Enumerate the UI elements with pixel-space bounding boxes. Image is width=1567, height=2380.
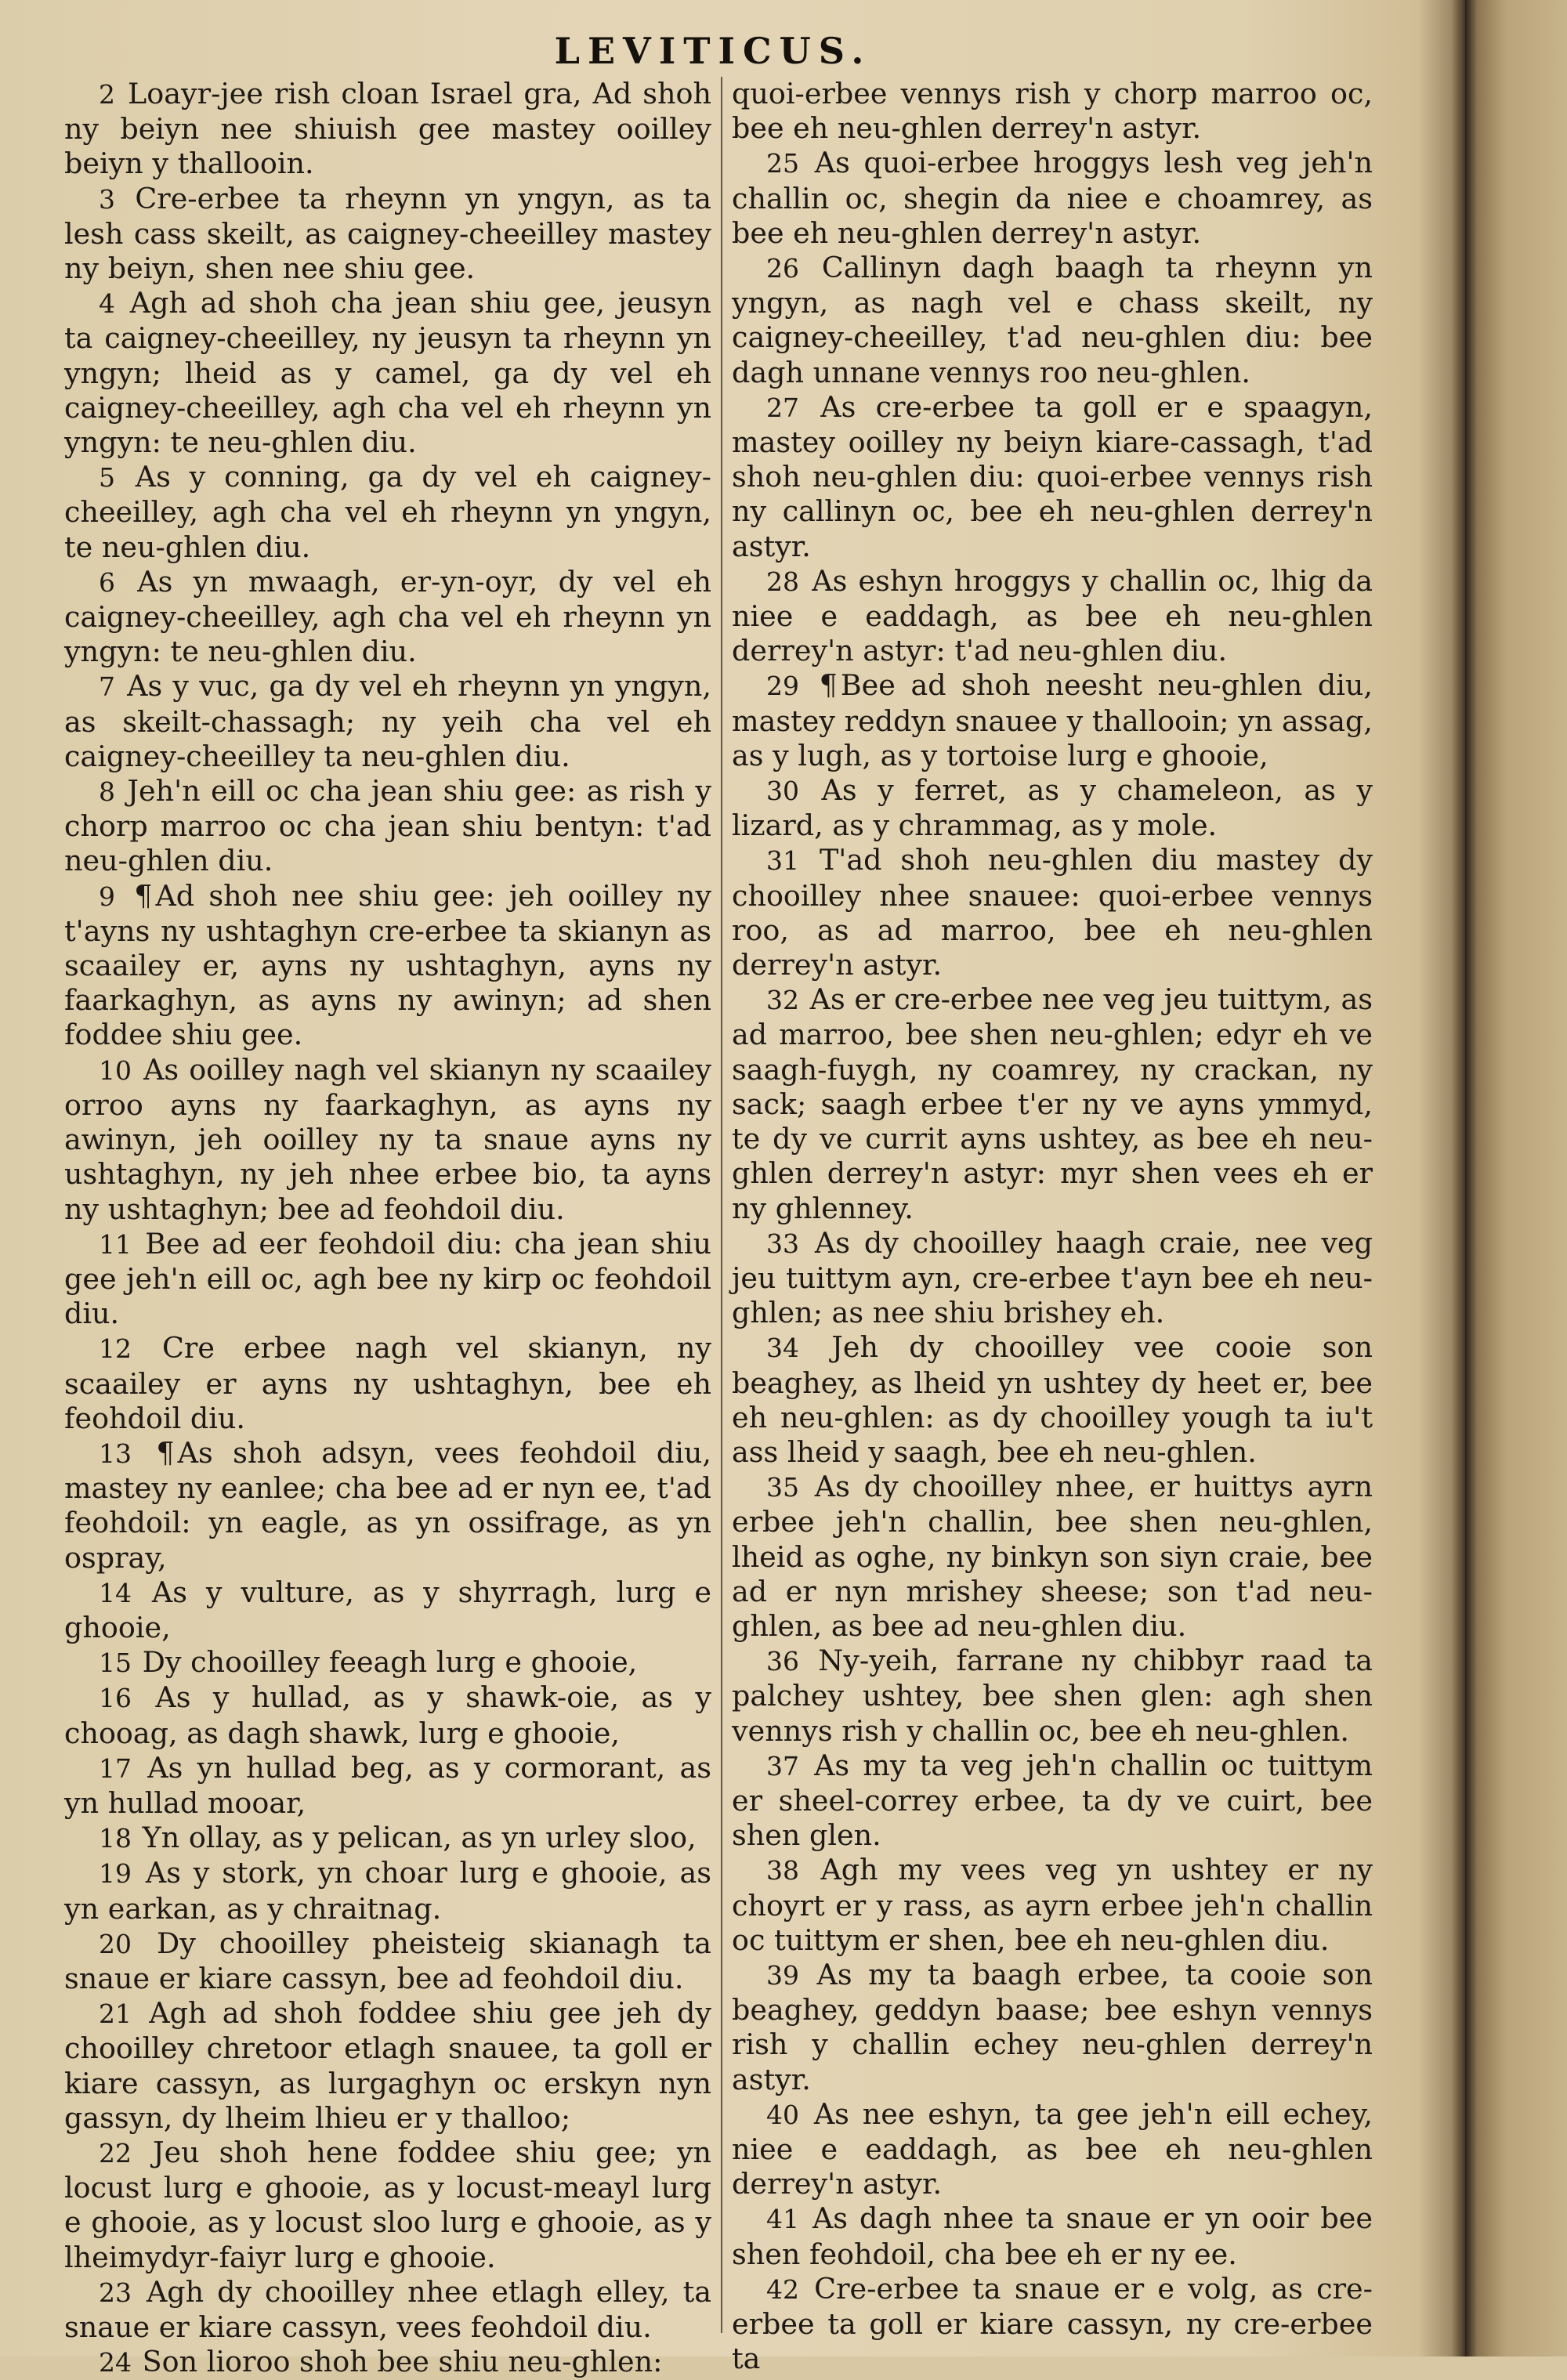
verse (732, 1958, 1373, 2097)
verse (732, 2097, 1373, 2202)
verse-number: 19 (99, 1858, 132, 1890)
verse (64, 2345, 711, 2380)
verse (64, 286, 711, 460)
verse-text: As y vuc, ga dy vel eh rheynn yn yngyn, as skeilt-chassagh; ny yeih cha vel eh caigney-cheeilley ta neu-ghlen diu. (64, 669, 711, 773)
verse (732, 773, 1373, 843)
verse (64, 565, 711, 670)
verse (732, 564, 1373, 669)
verse-number: 37 (766, 1750, 799, 1781)
verse-text: As dy chooilley haagh craie, nee veg jeu tuittym ayn, cre-erbee t'ayn bee eh neu-ghlen; as nee shiu brishey eh. (732, 1225, 1373, 1330)
verse-number: 25 (766, 148, 799, 179)
verse-text: Agh ad shoh foddee shiu gee jeh dy chooilley chretoor etlagh snauee, ta goll er kiare cassyn, as lurgaghyn oc erskyn nyn gassyn, dy lheim lhieu er y thalloo; (64, 1996, 711, 2135)
verse (64, 1331, 711, 1436)
verse (64, 1645, 711, 1680)
verse (64, 182, 711, 287)
verse-number: 15 (99, 1648, 132, 1679)
verse-text: Yn ollay, as y pelican, as yn urley sloo, (142, 1821, 697, 1855)
verse-number: 40 (766, 2099, 799, 2130)
verse-number: 13 (99, 1438, 132, 1469)
verse-text: As quoi-erbee hroggys lesh veg jeh'n challin oc, shegin da niee e choamrey, as bee eh neu-ghlen derrey'n astyr. (732, 146, 1373, 250)
verse (64, 1575, 711, 1645)
verse-number: 30 (766, 776, 799, 807)
binding-gutter (1418, 0, 1465, 2356)
verse (64, 1227, 711, 1332)
verse-text: Callinyn dagh baagh ta rheynn yn yngyn, as nagh vel e chass skeilt, ny caigney-cheeilley, t'ad neu-ghlen diu: bee dagh unnane vennys roo neu-ghlen. (732, 251, 1373, 389)
verse (64, 1436, 711, 1575)
right-column (732, 77, 1373, 2376)
verse-text: As y conning, ga dy vel eh caigney-cheeilley, agh cha vel eh rheynn yn yngyn, te neu-ghlen diu. (64, 460, 711, 564)
verse-text: Agh my vees veg yn ushtey er ny choyrt er y rass, as ayrn erbee jeh'n challin oc tuittym er shen, bee eh neu-ghlen diu. (732, 1853, 1373, 1957)
verse-text: As nee eshyn, ta gee jeh'n eill echey, niee e eaddagh, as bee eh neu-ghlen derrey'n astyr. (732, 2096, 1373, 2201)
verse-text: As y stork, yn choar lurg e ghooie, as yn earkan, as y chraitnag. (64, 1856, 711, 1926)
verse-text: As er cre-erbee nee veg jeu tuittym, as ad marroo, bee shen neu-ghlen; edyr eh ve saagh-fuygh, ny coamrey, ny crackan, ny sack; saagh erbee t'er ny ve ayns ymmyd, te dy ve currit ayns ushtey, as bee eh neu-ghlen derrey'n astyr: myr shen vees eh er ny ghlenney. (732, 982, 1373, 1225)
verse-number: 35 (766, 1472, 799, 1503)
verse (64, 1996, 711, 2136)
verse-number: 36 (766, 1646, 799, 1677)
verse (64, 77, 711, 182)
verse-number: 29 (766, 671, 799, 702)
verse (64, 2136, 711, 2275)
verse (64, 774, 711, 879)
verse-text: Loayr-jee rish cloan Israel gra, Ad shoh ny beiyn nee shiuish gee mastey ooilley beiyn y thallooin. (64, 77, 712, 181)
verse (732, 982, 1373, 1225)
verse-number: 8 (99, 776, 115, 808)
verse-text: Agh ad shoh cha jean shiu gee, jeusyn ta caigney-cheeilley, ny jeusyn ta rheynn yn yngyn; lheid as y camel, ga dy vel eh caigney-cheeilley, agh cha vel eh rheynn yn yngyn: te neu-ghlen diu. (64, 286, 711, 460)
verse-text: quoi-erbee vennys rish y chorp marroo oc, bee eh neu-ghlen derrey'n astyr. (732, 77, 1373, 146)
verse (64, 879, 711, 1053)
verse (64, 1856, 711, 1926)
verse-number: 12 (99, 1333, 132, 1365)
verse-text: T'ad shoh neu-ghlen diu mastey dy chooilley nhee snauee: quoi-erbee vennys roo, as ad marroo, bee eh neu-ghlen derrey'n astyr. (732, 843, 1373, 982)
verse-text: Cre-erbee ta rheynn yn yngyn, as ta lesh cass skeilt, as caigney-cheeilley mastey ny beiyn, shen nee shiu gee. (64, 181, 711, 286)
verse-number: 39 (766, 1959, 799, 1991)
verse-number: 27 (766, 392, 799, 423)
verse (732, 2272, 1373, 2377)
verse (732, 1226, 1373, 1331)
verse (732, 1853, 1373, 1958)
verse-text: Bee ad shoh neesht neu-ghlen diu, mastey reddyn snauee y thallooin; yn assag, as y lugh, as y tortoise lurg e ghooie, (732, 668, 1373, 772)
verse-number: 23 (99, 2277, 132, 2308)
verse-text: As my ta baagh erbee, ta cooie son beaghey, geddyn baase; bee eshyn vennys rish y challin echey neu-ghlen derrey'n astyr. (732, 1957, 1373, 2096)
verse (732, 251, 1373, 390)
verse (732, 668, 1373, 773)
verse-text: As cre-erbee ta goll er e spaagyn, mastey ooilley ny beiyn kiare-cassagh, t'ad shoh neu-ghlen diu: quoi-erbee vennys rish ny callinyn oc, bee eh neu-ghlen derrey'n astyr. (732, 389, 1373, 563)
verse-text: Jeh'n eill oc cha jean shiu gee: as rish y chorp marroo oc cha jean shiu bentyn: t'ad neu-ghlen diu. (64, 774, 711, 878)
verse (64, 669, 711, 774)
verse-text: As yn mwaagh, er-yn-oyr, dy vel eh caigney-cheeilley, agh cha vel eh rheynn yn yngyn: te neu-ghlen diu. (64, 564, 711, 669)
verse-number: 32 (766, 985, 799, 1016)
verse-text: Cre erbee nagh vel skianyn, ny scaailey er ayns ny ushtaghyn, bee eh feohdoil diu. (64, 1331, 711, 1435)
pilcrow-mark: ¶ (134, 878, 153, 913)
verse-text: Agh dy chooilley nhee etlagh elley, ta snaue er kiare cassyn, vees feohdoil diu. (64, 2274, 711, 2344)
verse-number: 3 (99, 183, 115, 215)
verse-number: 20 (99, 1928, 132, 1959)
verse-text: As my ta veg jeh'n challin oc tuittym er sheel-correy erbee, ta dy ve cuirt, bee shen glen. (732, 1748, 1373, 1853)
verse (64, 1821, 711, 1856)
verse (732, 146, 1373, 251)
verse (732, 2201, 1373, 2271)
verse-number: 26 (766, 253, 799, 284)
verse (64, 1053, 711, 1227)
verse-text: As shoh adsyn, vees feohdoil diu, mastey ny eanlee; cha bee ad er nyn ee, t'ad feohdoil: yn eagle, as yn ossifrage, as yn ospray, (64, 1435, 711, 1575)
verse-text: Ad shoh nee shiu gee: jeh ooilley ny t'ayns ny ushtaghyn cre-erbee ta skianyn as scaailey er, ayns ny ushtaghyn, ayns ny faarkaghyn, as ayns ny awinyn; ad shen foddee shiu gee. (64, 878, 711, 1052)
verse-number: 22 (99, 2137, 132, 2168)
facing-page-edge (1465, 0, 1567, 2356)
verse-number: 18 (99, 1823, 132, 1854)
pilcrow-mark: ¶ (156, 1435, 175, 1470)
verse-number: 16 (99, 1683, 132, 1714)
verse (732, 1749, 1373, 1854)
column-rule (721, 77, 722, 2333)
verse-text: As dagh nhee ta snaue er yn ooir bee shen feohdoil, cha bee eh er ny ee. (732, 2201, 1373, 2271)
verse-number: 4 (99, 288, 115, 320)
verse-text: As y ferret, as y chameleon, as y lizard, as y chrammag, as y mole. (732, 773, 1373, 843)
verse-text: Cre-erbee ta snaue er e volg, as cre-erbee ta goll er kiare cassyn, ny cre-erbee ta (732, 2271, 1373, 2376)
verse-text: As y vulture, as y shyrragh, lurg e ghooie, (64, 1575, 711, 1644)
left-column (64, 77, 712, 2379)
verse-text: Jeh dy chooilley vee cooie son beaghey, as lheid yn ushtey dy heet er, bee eh neu-ghlen: as dy chooilley yough ta iu't ass lheid y saagh, bee eh neu-ghlen. (732, 1330, 1373, 1469)
verse-text: Dy chooilley pheisteig skianagh ta snaue er kiare cassyn, bee ad feohdoil diu. (64, 1926, 711, 1995)
verse-number: 21 (99, 1998, 132, 2030)
verse-number: 14 (99, 1577, 132, 1608)
verse (64, 1751, 711, 1821)
verse-number: 41 (766, 2204, 799, 2235)
verse-text: Bee ad eer feohdoil diu: cha jean shiu gee jeh'n eill oc, agh bee ny kirp oc feohdoil diu. (64, 1226, 711, 1331)
verse-text: Ny-yeih, farrane ny chibbyr raad ta palchey ushtey, bee shen glen: agh shen vennys rish y challin oc, bee eh neu-ghlen. (732, 1644, 1373, 1748)
verse (732, 843, 1373, 982)
verse-number: 31 (766, 845, 799, 877)
verse-text: As dy chooilley nhee, er huittys ayrn erbee jeh'n challin, bee shen neu-ghlen, lheid as oghe, ny binkyn son siyn craie, bee ad er nyn mrishey sheese; son t'ad neu-ghlen, as bee ad neu-ghlen diu. (732, 1470, 1373, 1643)
verse-number: 11 (99, 1228, 132, 1260)
verse-number: 24 (99, 2347, 132, 2378)
verse-text: As ooilley nagh vel skianyn ny scaailey orroo ayns ny faarkaghyn, as ayns ny awinyn, jeh ooilley ny ta snaue ayns ny ushtaghyn, ny jeh nhee erbee bio, ta ayns ny ushtaghyn; bee ad feohdoil diu. (64, 1052, 711, 1226)
running-head: LEVITICUS. (554, 30, 872, 72)
verse (64, 460, 711, 565)
verse-number: 10 (99, 1054, 132, 1086)
verse (732, 390, 1373, 564)
verse-number: 38 (766, 1855, 799, 1886)
verse-number: 28 (766, 566, 799, 597)
verse-number: 33 (766, 1228, 799, 1259)
verse-number: 5 (99, 462, 115, 494)
verse-number: 42 (766, 2273, 799, 2305)
verse (732, 1330, 1373, 1470)
verse-number: 34 (766, 1333, 799, 1364)
verse-number: 2 (99, 79, 115, 110)
verse-text: As y hullad, as y shawk-oie, as y chooag, as dagh shawk, lurg e ghooie, (64, 1680, 711, 1750)
verse-text: As yn hullad beg, as y cormorant, as yn hullad mooar, (64, 1750, 711, 1820)
verse (732, 1644, 1373, 1749)
verse-number: 7 (99, 671, 115, 703)
verse (732, 77, 1373, 146)
verse (64, 1926, 711, 1996)
verse-text: As eshyn hroggys y challin oc, lhig da niee e eaddagh, as bee eh neu-ghlen derrey'n astyr: t'ad neu-ghlen diu. (732, 563, 1373, 668)
verse-text: Jeu shoh hene foddee shiu gee; yn locust lurg e ghooie, as y locust-meayl lurg e ghooie, as y locust sloo lurg e ghooie, as y lheimydyr-faiyr lurg e ghooie. (64, 2135, 711, 2274)
facing-page-bleed-text (1465, 13, 1567, 19)
verse-text: Dy chooilley feeagh lurg e ghooie, (142, 1645, 638, 1680)
verse-number: 17 (99, 1752, 132, 1784)
verse-text: Son lioroo shoh bee shiu neu-ghlen: (142, 2345, 663, 2379)
verse-number: 6 (99, 566, 115, 598)
verse (64, 2275, 711, 2345)
verse-number: 9 (99, 881, 115, 912)
verse (64, 1680, 711, 1750)
pilcrow-mark: ¶ (819, 668, 838, 703)
verse (732, 1470, 1373, 1644)
